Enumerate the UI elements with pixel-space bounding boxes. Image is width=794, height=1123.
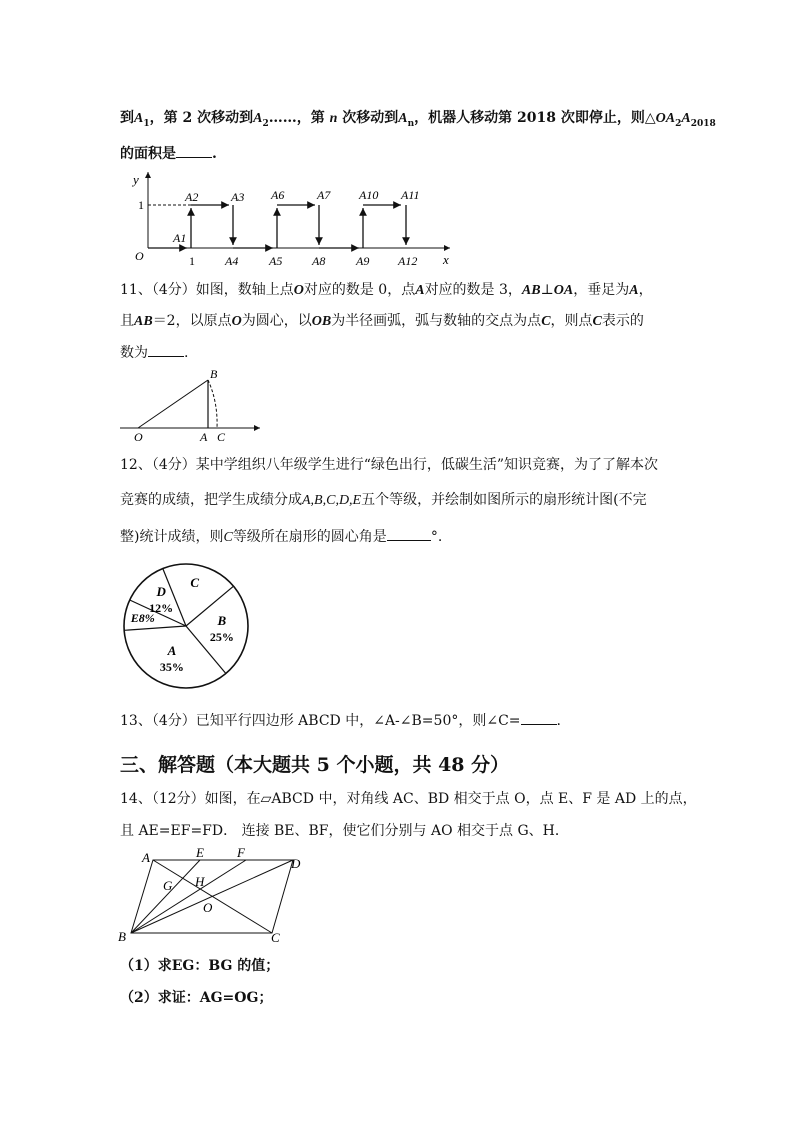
pie-label-C: C — [190, 575, 200, 591]
point-label: A1 — [173, 231, 187, 245]
y-one-label: 1 — [138, 198, 144, 212]
answer-blank[interactable] — [387, 526, 431, 541]
point-label-O: O — [203, 900, 213, 915]
point-label: A9 — [356, 254, 370, 268]
point-label-A: A — [200, 430, 208, 444]
point-label: A8 — [312, 254, 326, 268]
vertex-label-A: A — [142, 850, 150, 865]
q14-subquestion-1: （1）求EG：BG 的值； — [120, 958, 280, 974]
vertex-label-C: C — [271, 930, 280, 945]
pie-label-B: B — [217, 613, 227, 629]
origin-label: O — [135, 249, 144, 263]
q10-text-line1: 到$A_1$，第 2 次移动到$A_2\dots\dots$，第 n 次移动到$A_n$，机器人移动第 2018 次即停止，则$\triangle OA_2A_{2018}$ — [120, 110, 716, 129]
q11-text-line1: 11、（4分）如图，数轴上点O对应的数是 0，点A对应的数是 3，AB⊥OA，垂足为A， — [120, 282, 653, 298]
pie-value-B: 25% — [209, 630, 234, 645]
section-heading: 三、解答题（本大题共 5 个小题，共 48 分） — [120, 754, 510, 776]
answer-blank[interactable] — [521, 710, 557, 725]
vertex-label-B: B — [118, 929, 126, 944]
q12-text-line2: 竞赛的成绩，把学生成绩分成A,B,C,D,E五个等级，并绘制如图所示的扇形统计图(不完 — [120, 492, 647, 508]
point-label-B: B — [210, 367, 218, 381]
point-label: A4 — [225, 254, 239, 268]
point-label: A3 — [231, 190, 245, 204]
x-one-label: 1 — [189, 254, 195, 268]
q12-text-line3: 整)统计成绩，则C等级所在扇形的圆心角是 °. — [120, 526, 442, 548]
q12-text-line1: 12、（4分）某中学组织八年级学生进行“绿色出行，低碳生活”知识竞赛，为了了解本次 — [120, 457, 659, 473]
answer-blank[interactable] — [148, 342, 184, 357]
point-label: A5 — [269, 254, 283, 268]
q14-subquestion-2: （2）求证：AG=OG； — [120, 990, 273, 1006]
q13-text: 13、（4分）已知平行四边形 ABCD 中，∠A-∠B=50°，则∠C= . — [120, 710, 561, 731]
q14-text-line2: 且 AE=EF=FD． 连接 BE、BF，使它们分别与 AO 相交于点 G、H． — [120, 823, 569, 839]
q14-parallelogram-figure — [115, 845, 315, 948]
point-label-H: H — [195, 874, 205, 889]
pie-label-E: E8% — [130, 611, 155, 626]
q11-text-line3: 数为 . — [120, 342, 188, 363]
q12-pie-chart — [120, 560, 252, 692]
q11-text-line2: 且AB＝2，以原点O为圆心，以OB为半径画弧，弧与数轴的交点为点C，则点C表示的 — [120, 313, 644, 329]
point-label-E: E — [196, 845, 204, 860]
q11-number-line-figure — [118, 366, 268, 444]
point-label-C: C — [217, 430, 226, 444]
point-label: A10 — [359, 188, 379, 202]
pie-value-A: 35% — [159, 660, 184, 675]
x-axis-label: x — [443, 252, 449, 267]
point-label-F: F — [237, 845, 245, 860]
point-label: A7 — [317, 188, 331, 202]
pie-value-D: 12% — [149, 600, 174, 615]
q10-step-graph — [125, 168, 465, 268]
y-axis-label: y — [133, 172, 139, 187]
pie-label-A: A — [167, 643, 177, 659]
point-label: A11 — [401, 188, 420, 202]
vertex-label-D: D — [291, 856, 301, 871]
q10-text-line2: 的面积是 . — [120, 143, 217, 164]
q14-text-line1: 14、（12分）如图，在▱ABCD 中，对角线 AC、BD 相交于点 O，点 E、F 是 AD 上的点， — [120, 791, 697, 807]
answer-blank[interactable] — [176, 143, 212, 158]
point-label: A2 — [185, 190, 199, 204]
point-label-O: O — [134, 430, 143, 444]
robot-path — [148, 205, 406, 248]
point-label-G: G — [163, 878, 173, 893]
point-label: A6 — [271, 188, 285, 202]
point-label: A12 — [398, 254, 418, 268]
pie-label-D: D — [156, 583, 166, 599]
